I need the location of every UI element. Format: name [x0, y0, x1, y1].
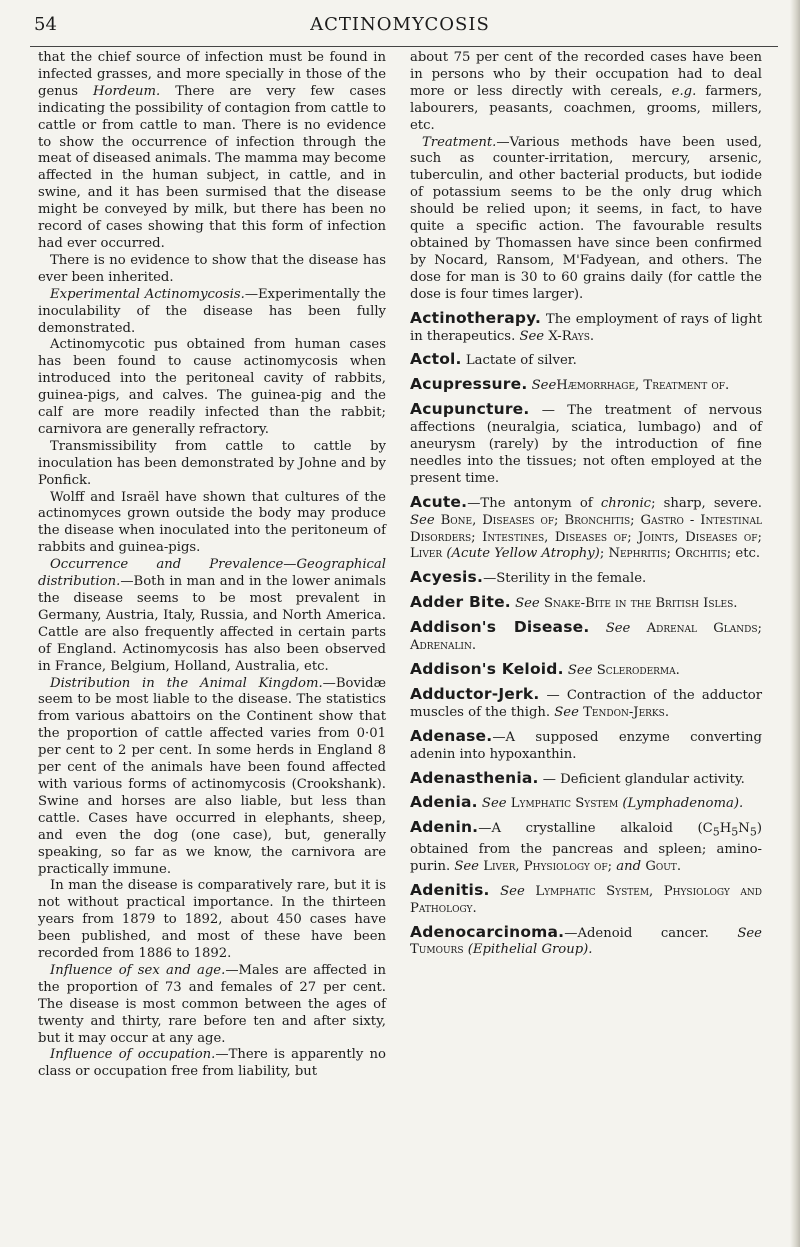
page-edge-shadow	[790, 0, 800, 1247]
paragraph: Distribution in the Animal Kingdom.—Bovidæ seem to be most liable to the disease. The statistics from various abattoirs on the Continent show that the proportion of cattle affected varies from 0·01 per cent to 2 per cent. In some herds in England 8 per cent of the animals have been found affected with various forms of actinomycosis (Crookshank). Swine and horses are also liable, but less than cattle. Cases have occurred in elephants, sheep, and even the dog (one case), but, generally speaking, so far as we know, the carnivora are practically immune.	[38, 675, 386, 877]
entry-acute: Acute.—The antonym of chronic; sharp, severe. See Bone, Diseases of; Bronchitis; Gastro - Intestinal Disorders; Intestines, Diseases of; Joints, Diseases of; Liver (Acute Yellow Atrophy); Nephritis; Orchitis; etc.	[410, 492, 762, 562]
entry-adductor-jerk: Adductor-Jerk. — Contraction of the adductor muscles of the thigh. See Tendon-Jerks.	[410, 684, 762, 720]
paragraph: In man the disease is comparatively rare, but it is not without practical importance. In the thirteen years from 1879 to 1892, about 450 cases have been published, and most of these have been recorded from 1886 to 1892.	[38, 878, 386, 962]
paragraph: Occurrence and Prevalence—Geographical distribution.—Both in man and in the lower animals the disease seems to be most prevalent in Germany, Austria, Italy, Russia, and North America. Cattle are also frequently affected in certain parts of England. Actinomycosis has also been observed in France, Belgium, Holland, Australia, etc.	[38, 557, 386, 674]
entry-adenase: Adenase.—A supposed enzyme converting adenin into hypoxanthin.	[410, 726, 762, 762]
paragraph: about 75 per cent of the recorded cases have been in persons who by their occupation had to deal more or less directly with cereals, e.g. farmers, labourers, peasants, coachmen, grooms, millers, etc.	[410, 50, 763, 133]
paragraph: Treatment.—Various methods have been used, such as counter-irritation, mercury, arsenic, tuberculin, and other bacterial products, but iodide of potassium seems to be the only drug which should be relied upon; it seems, in fact, to have quite a specific action. The favourable results obtained by Thomassen have since been confirmed by Nocard, Ransom, M'Fadyean, and others. The dose for man is 30 to 60 grains daily (for cattle the dose is four times larger).	[410, 134, 762, 302]
entry-acyesis: Acyesis.—Sterility in the female.	[410, 568, 647, 587]
right-column	[410, 50, 762, 965]
page-header	[0, 6, 800, 42]
entry-adenia: Adenia. See Lymphatic System (Lymphadenoma).	[410, 793, 744, 812]
running-head: ACTINOMYCOSIS	[310, 14, 490, 35]
paragraph: that the chief source of infection must be found in infected grasses, and more specially in those of the genus Hordeum. There are very few cases indicating the possibility of contagion from cattle to cattle or from cattle to man. There is no evidence to show the occurrence of infection through the meat of diseased animals. The mamma may become affected in the human subject, in cattle, and in swine, and it has been surmised that the disease might be conveyed by milk, but there has been no record of cases showing that this form of infection had ever occurred.	[38, 50, 386, 251]
header-rule	[30, 46, 778, 47]
paragraph: Influence of occupation.—There is apparently no class or occupation free from liability, but	[38, 1047, 386, 1080]
left-column	[38, 50, 386, 1081]
entry-adenitis: Adenitis. See Lymphatic System, Physiology and Pathology.	[410, 880, 762, 916]
entry-adenasthenia: Adenasthenia. — Deficient glandular activity.	[410, 768, 745, 787]
paragraph: Transmissibility from cattle to cattle by inoculation has been demonstrated by Johne and by Ponfick.	[38, 438, 386, 488]
entry-adder-bite: Adder Bite. See Snake-Bite in the British Isles.	[410, 593, 738, 612]
entry-adenocarcinoma: Adenocarcinoma.—Adenoid cancer. See Tumours (Epithelial Group).	[410, 922, 762, 958]
paragraph: Wolff and Israël have shown that cultures of the actinomyces grown outside the body may produce the disease when inoculated into the peritoneum of rabbits and guinea-pigs.	[38, 489, 386, 556]
entry-acupressure: Acupressure. SeeHæmorrhage, Treatment of.	[410, 375, 730, 394]
entry-adenin: Adenin.—A crystalline alkaloid $(C_5H_5N_5)$ obtained from the pancreas and spleen; amino-purin. See Liver, Physiology of; and Gout.	[410, 818, 762, 874]
entry-addisons-keloid: Addison's Keloid. See Scleroderma.	[410, 660, 680, 678]
paragraph: Influence of sex and age.—Males are affected in the proportion of 73 and females of 27 per cent. The disease is most common between the ages of twenty and thirty, rare before ten and after sixty, but it may occur at any age.	[38, 962, 386, 1046]
paragraph: Actinomycotic pus obtained from human cases has been found to cause actinomycosis when introduced into the peritoneal cavity of rabbits, guinea-pigs, and calves. The guinea-pig and the calf are more readily infected than the rabbit; carnivora are generally refractory.	[38, 337, 386, 437]
page-number: 54	[34, 14, 57, 35]
paragraph: Experimental Actinomycosis.—Experimentally the inoculability of the disease has been fully demonstrated.	[38, 286, 386, 336]
entry-addisons-disease: Addison's Disease. See Adrenal Glands; Adrenalin.	[410, 618, 762, 654]
entry-acupuncture: Acupuncture. — The treatment of nervous affections (neuralgia, sciatica, lumbago) and of aneurysm (rarely) by the introduction of fine needles into the tissues; not often employed at the present time.	[410, 400, 762, 486]
entry-actinotherapy: Actinotherapy. The employment of rays of light in therapeutics. See X-Rays.	[410, 308, 762, 344]
entry-actol: Actol. Lactate of silver.	[410, 350, 577, 369]
paragraph: There is no evidence to show that the disease has ever been inherited.	[38, 252, 386, 285]
